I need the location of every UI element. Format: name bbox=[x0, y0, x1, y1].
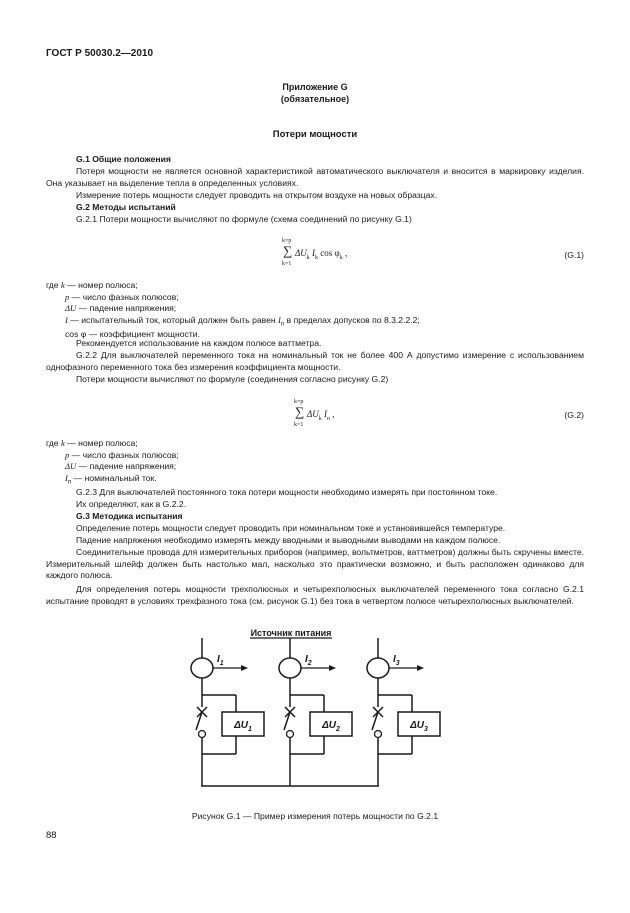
where2-text-k: — номер полюса; bbox=[64, 438, 138, 448]
where1-text-tol: в пределах допусков по 8.3.2.2.2; bbox=[284, 314, 420, 325]
where2-in bbox=[46, 473, 584, 487]
wattmeter-recommendation: Рекомендуется использование на каждом полюсе ваттметра. bbox=[76, 338, 322, 348]
meter-1-sym: ΔU bbox=[234, 720, 249, 731]
appendix-status: (обязательное) bbox=[280, 94, 350, 104]
formula-g1-i: I bbox=[312, 248, 316, 258]
g1-paragraph-2: Измерение потерь мощности следует проводить на открытом воздухе на новых образцах. bbox=[76, 190, 438, 200]
where-list-1 bbox=[46, 280, 584, 340]
where2-sym-in: I bbox=[65, 472, 68, 483]
phase-3 bbox=[367, 654, 440, 786]
where1-i bbox=[46, 315, 584, 329]
where1-text-i: — испытательный ток, который должен быть равен bbox=[67, 314, 279, 325]
ammeter-2 bbox=[279, 658, 301, 678]
g222-paragraph: G.2.2 Для выключателей переменного тока на номинальный ток не более 400 А допустимо измерение с использованием однофазного переменного тока без измерения коэффициента мощности. bbox=[46, 350, 584, 372]
current-label-3 bbox=[393, 654, 400, 667]
switch-2-contact bbox=[287, 731, 294, 738]
formula-g2-sub-k: k bbox=[318, 415, 322, 422]
where2-text-du: — падение напряжения; bbox=[76, 461, 177, 472]
where1-k bbox=[46, 280, 584, 292]
g3-paragraph-3: Соединительные провода для измерительных приборов (например, вольтметров, ваттметров) должны быть скручены вместе. Измерительный шлейф должен быть настолько мал, насколько это практически возможно, и быть расположен одинаково для каждого полюса. bbox=[46, 547, 584, 581]
where1-text-du: — падение напряжения; bbox=[76, 303, 177, 314]
where2-text-in: — номинальный ток. bbox=[71, 472, 157, 483]
formula-g1-lower: k=1 bbox=[282, 261, 292, 267]
formula-g1-sigma: ∑ bbox=[283, 243, 293, 258]
formula-g2-number: (G.2) bbox=[564, 410, 584, 420]
where2-du bbox=[46, 461, 584, 473]
where1-text-cos: — коэффициент мощности. bbox=[86, 328, 200, 339]
figure-caption: Рисунок G.1 — Пример измерения потерь мощности по G.2.1 bbox=[191, 811, 439, 821]
formula-g1-upper: k=p bbox=[282, 238, 292, 244]
current-3-sub: 3 bbox=[395, 660, 400, 667]
formula-g1-body bbox=[295, 248, 347, 262]
where1-sym-i: I bbox=[65, 314, 68, 325]
where1-p bbox=[46, 292, 584, 304]
formula-g1-sub-k3: k bbox=[339, 254, 343, 261]
where2-sym-p: p bbox=[65, 449, 70, 460]
where2-sym-du: ΔU bbox=[65, 461, 77, 472]
phase-2 bbox=[279, 654, 352, 786]
current-3-sym: I bbox=[393, 654, 396, 665]
current-label-2 bbox=[305, 654, 312, 667]
g222-formula-intro: Потери мощности вычисляют по формуле (соединения согласно рисунку G.2) bbox=[76, 374, 389, 384]
formula-g2-upper: k=p bbox=[294, 399, 304, 405]
formula-g1-sub-k: k bbox=[306, 254, 310, 261]
current-2-sub: 2 bbox=[307, 660, 312, 667]
formula-g2-lower: k=1 bbox=[294, 422, 304, 428]
source-label: Источник питания bbox=[250, 628, 332, 638]
formula-g1-du: ΔU bbox=[295, 248, 307, 258]
page-number: 88 bbox=[46, 830, 57, 841]
meter-2-sym: ΔU bbox=[322, 720, 337, 731]
g221-paragraph: G.2.1 Потери мощности вычисляют по формуле (схема соединений по рисунку G.1) bbox=[76, 214, 412, 224]
section-title: Потери мощности bbox=[272, 129, 358, 140]
g3-paragraph-2: Падение напряжения необходимо измерять между вводными и выводными выводами на каждом полюсе. bbox=[76, 535, 501, 545]
current-2-sym: I bbox=[305, 654, 308, 665]
where2-text-p: — число фазных полюсов; bbox=[69, 449, 179, 460]
current-1-sub: 1 bbox=[219, 660, 224, 667]
g223-paragraph: G.2.3 Для выключателей постоянного тока потери мощности необходимо измерять при постоянном токе. bbox=[76, 487, 498, 497]
ammeter-1 bbox=[191, 658, 213, 678]
g3-heading: G.3 Методика испытания bbox=[76, 511, 183, 521]
where1-sym-p: p bbox=[65, 291, 70, 302]
formula-g2-tail: , bbox=[332, 409, 335, 419]
formula-g1-cos: cos φ bbox=[320, 248, 340, 258]
meter-2-sub: 2 bbox=[336, 726, 340, 733]
formula-g2-du: ΔU bbox=[307, 409, 319, 419]
where2-p bbox=[46, 450, 584, 462]
phase-1 bbox=[191, 654, 264, 786]
where2-sub-n: n bbox=[67, 479, 72, 486]
meter-3-sub: 3 bbox=[424, 726, 428, 733]
where2-k bbox=[46, 438, 584, 450]
current-1-sym: I bbox=[217, 654, 220, 665]
appendix-title: Приложение G bbox=[282, 82, 348, 92]
where2-lead: где bbox=[46, 438, 61, 448]
switch-1-contact bbox=[199, 731, 206, 738]
where1-sym-du: ΔU bbox=[65, 303, 77, 314]
meter-3-sym: ΔU bbox=[410, 720, 425, 731]
formula-g1-sub-k2: k bbox=[315, 254, 319, 261]
where1-sub-n: n bbox=[280, 321, 285, 328]
where1-du bbox=[46, 303, 584, 315]
where1-sym-cos: cos φ bbox=[65, 328, 87, 339]
meter-1-sub: 1 bbox=[248, 726, 252, 733]
standard-header: ГОСТ Р 50030.2—2010 bbox=[46, 48, 154, 59]
g223-paragraph-b: Их определяют, как в G.2.2. bbox=[76, 499, 187, 509]
g3-paragraph-4: Для определения потерь мощности трехполюсных и четырехполюсных выключателей переменного тока согласно G.2.1 испытание проводят в условиях трехфазного тока (см. рисунок G.1) без тока в четвертом полюсе четырехполюсных выключателей. bbox=[46, 584, 584, 606]
current-arrowhead-1 bbox=[241, 665, 248, 671]
current-label-1 bbox=[217, 654, 224, 667]
where1-lead: где bbox=[46, 280, 61, 290]
where1-text-p: — число фазных полюсов; bbox=[69, 291, 179, 302]
figure-g1-circuit bbox=[0, 620, 630, 810]
g2-heading: G.2 Методы испытаний bbox=[76, 202, 176, 212]
current-arrowhead-3 bbox=[417, 665, 424, 671]
where-list-2 bbox=[46, 438, 584, 487]
formula-g1-tail: , bbox=[345, 248, 348, 258]
where1-sym-k: k bbox=[60, 280, 65, 290]
ammeter-3 bbox=[367, 658, 389, 678]
formula-g1-number: (G.1) bbox=[564, 250, 584, 260]
g1-paragraph-1: Потеря мощности не является основной характеристикой автоматического выключателя и вносится в маркировку изделия. Она указывает на выделение тепла в определенных условиях. bbox=[46, 166, 584, 188]
formula-g2-i: I bbox=[324, 409, 328, 419]
where2-sym-k: k bbox=[60, 438, 65, 448]
where1-sym-in: I bbox=[278, 314, 281, 325]
formula-g2-sigma: ∑ bbox=[295, 404, 305, 419]
g1-heading: G.1 Общие положения bbox=[76, 154, 171, 164]
formula-g2-body bbox=[307, 409, 335, 423]
switch-3-contact bbox=[375, 731, 382, 738]
g3-paragraph-1: Определение потерь мощности следует проводить при номинальном токе и установившейся температуре. bbox=[76, 523, 506, 533]
formula-g2-sub-n: n bbox=[327, 415, 331, 422]
current-arrowhead-2 bbox=[329, 665, 336, 671]
where1-text-k: — номер полюса; bbox=[64, 280, 138, 290]
